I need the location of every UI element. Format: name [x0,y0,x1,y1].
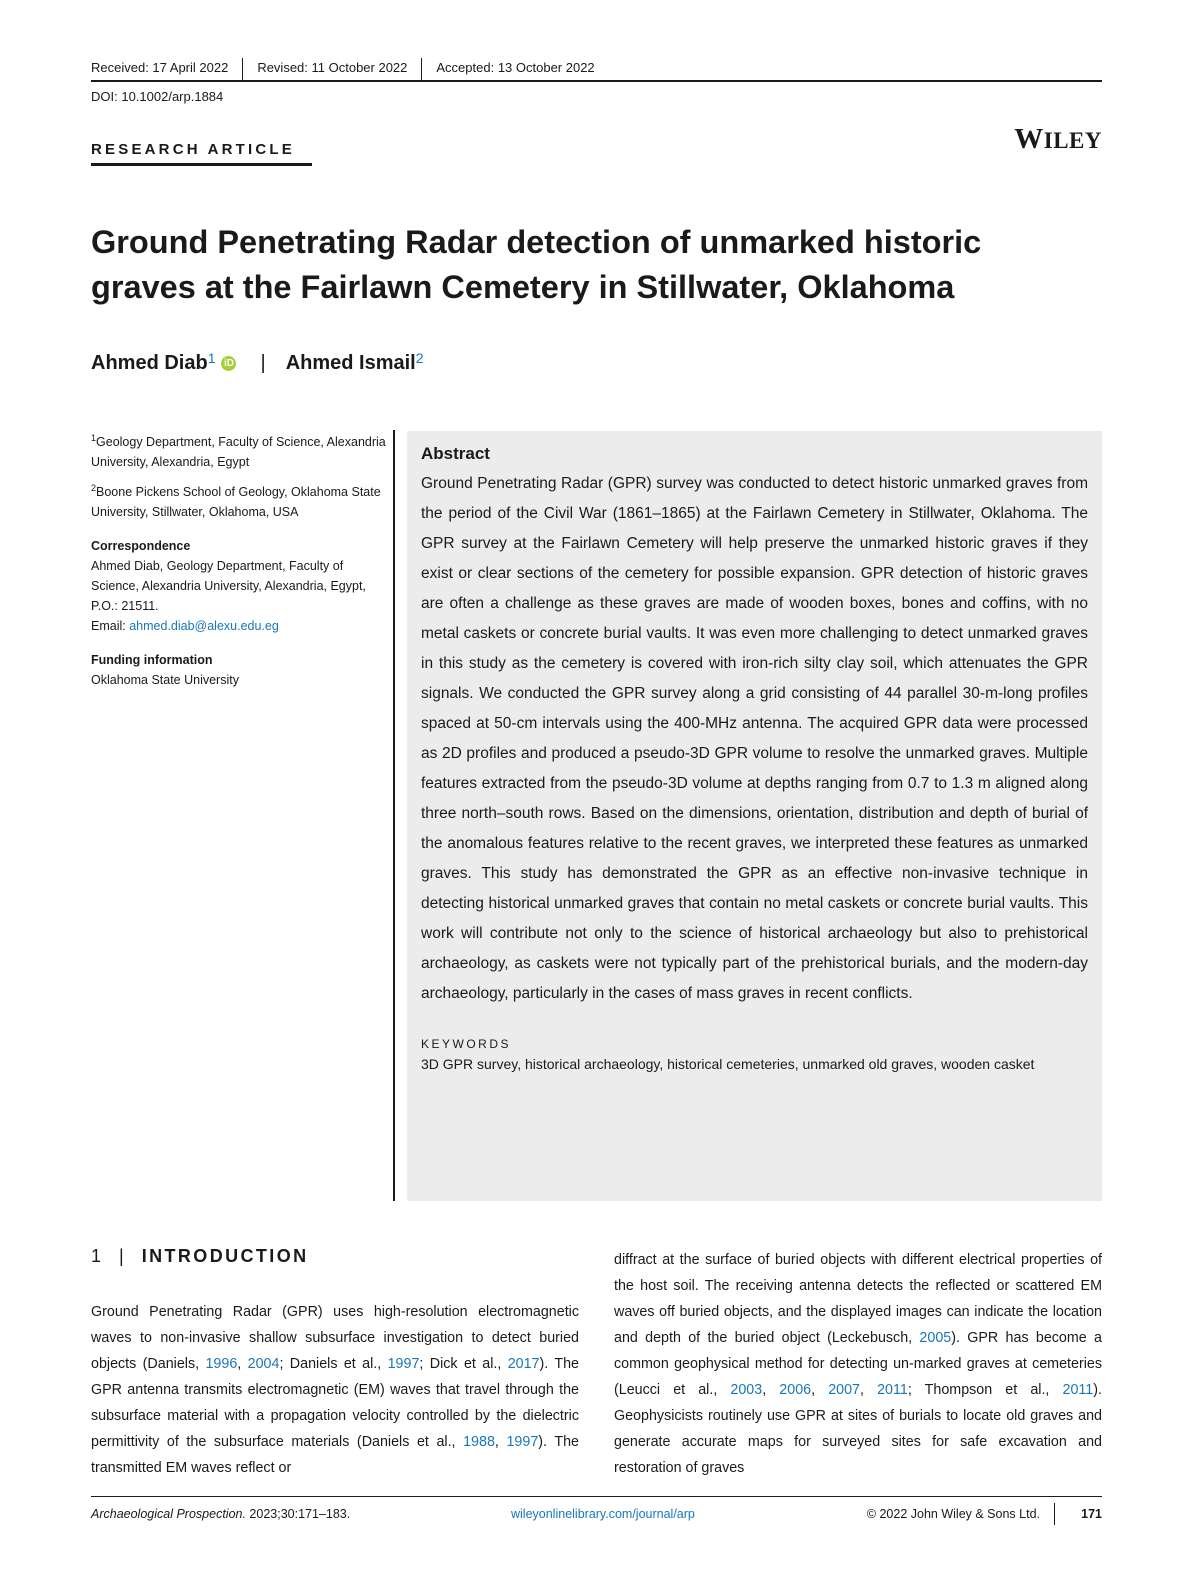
correspondence-text: Ahmed Diab, Geology Department, Faculty of Science, Alexandria University, Alexandria, Egypt, P.O.: 21511. [91,559,366,614]
author-list [91,352,424,375]
body-text-right: diffract at the surface of buried objects with different electrical properties of the host soil. The receiving antenna detects the reflected or scattered EM waves off buried objects, and the displayed images can indicate the location and depth of the buried object (Leckebusch, 2005). GPR has become a common geophysical method for detecting un-marked graves at cemeteries (Leucci et al., 2003, 2006, 2007, 2011; Thompson et al., 2011). Geophysicists routinely use GPR at sites of burials to locate old graves and generate accurate maps for surveyed sites for safe excavation and restoration of graves [614,1252,1102,1476]
header-rule [91,80,1102,82]
abstract-heading: Abstract [421,444,490,463]
journal-citation: Archaeological Prospection. 2023;30:171–183. [91,1507,351,1521]
article-type: RESEARCH ARTICLE [91,141,295,158]
citation-link[interactable]: 1996 [205,1356,238,1372]
correspondence-email: Email: ahmed.diab@alexu.edu.eg [91,619,279,634]
affiliation: $^2$Boone Pickens School of Geology, Oklahoma State University, Stillwater, Oklahoma, USA [91,483,381,520]
keywords-label: KEYWORDS [421,1037,512,1051]
citation-link[interactable]: 2004 [247,1356,280,1372]
email-link[interactable]: ahmed.diab@alexu.edu.eg [129,619,279,634]
citation-link[interactable]: 2005 [919,1330,952,1346]
funding-label: Funding information [91,653,213,668]
footer-rule [91,1496,1102,1497]
abstract-text: Ground Penetrating Radar (GPR) survey was conducted to detect historic unmarked graves from the period of the Civil War (1861–1865) at the Fairlawn Cemetery in Stillwater, Oklahoma. The GPR survey at the Fairlawn Cemetery will help preserve the unmarked historic graves if they exist or clear sections of the cemetery for possible expansion. GPR detection of historic graves are often a challenge as these graves are made of wooden boxes, bones and coffins, with no metal caskets or concrete burial vaults. It was even more challenging to detect unmarked graves in this study as the cemetery is covered with iron-rich silty clay soil, which attenuates the GPR signals. We conducted the GPR survey along a grid consisting of 44 parallel 30-m-long profiles spaced at 50-cm intervals using the 400-MHz antenna. The acquired GPR data were processed as 2D profiles and produced a pseudo-3D GPR volume to resolve the unmarked graves. Multiple features extracted from the pseudo-3D volume at depths ranging from 0.7 to 1.3 m aligned along three north–south rows. Based on the dimensions, orientation, distribution and depth of burial of the anomalous features relative to the recent graves, we interpreted these features as unmarked graves. This study has demonstrated the GPR as an effective non-invasive technique in detecting historical unmarked graves that contain no metal caskets or concrete burial vaults. This work will contribute not only to the science of historical archaeology but also to prehistorical archaeology, as caskets were not typically part of the prehistorical burials, and the modern-day archaeology, particularly in the cases of mass graves in recent conflicts. [421,475,1088,1002]
article-title: Ground Penetrating Radar detection of unmarked historic graves at the Fairlawn Cemetery in Stillwater, Oklahoma [91,224,982,305]
citation-link[interactable]: 2006 [779,1382,812,1398]
journal-url-link[interactable]: wileyonlinelibrary.com/journal/arp [511,1507,695,1521]
citation-link[interactable]: 2011 [1062,1382,1094,1398]
article-type-underline [91,163,312,166]
citation-link[interactable]: 2017 [507,1356,540,1372]
section-heading [91,1246,309,1267]
orcid-icon[interactable]: iD [221,356,236,371]
section-title: INTRODUCTION [141,1246,309,1266]
author-separator: | [260,352,266,374]
page-number: 171 [1081,1507,1102,1521]
wiley-logo: WILEY [1014,123,1102,155]
copyright: © 2022 John Wiley & Sons Ltd. [866,1507,1040,1521]
citation-link[interactable]: 2011 [877,1382,908,1398]
accepted-date: Accepted: 13 October 2022 [436,60,595,75]
author-name[interactable]: Ahmed Ismail [285,352,416,374]
date-separator [421,58,422,80]
date-separator [242,58,243,80]
revised-date: Revised: 11 October 2022 [257,60,408,75]
correspondence-label: Correspondence [91,539,191,554]
body-text-left: Ground Penetrating Radar (GPR) uses high-resolution electromagnetic waves to non-invasive shallow subsurface investigation to detect buried objects (Daniels, 1996, 2004; Daniels et al., 1997; Dick et al., 2017). The GPR antenna transmits electromagnetic (EM) waves that travel through the subsurface material with a propagation velocity controlled by the dielectric permittivity of the subsurface materials (Daniels et al., 1988, 1997). The transmitted EM waves reflect or [91,1304,580,1476]
article-dates [91,60,1102,82]
citation-link[interactable]: 1988 [463,1434,495,1450]
section-separator: | [119,1246,124,1266]
abstract-box [407,431,1102,1201]
section-number: 1 [91,1246,102,1266]
citation-link[interactable]: 1997 [506,1434,539,1450]
received-date: Received: 17 April 2022 [91,60,229,75]
affiliation: $^1$Geology Department, Faculty of Science, Alexandria University, Alexandria, Egypt [91,433,386,470]
author-affiliation-mark: 2 [415,350,424,366]
column-divider [393,430,395,1201]
citation-link[interactable]: 1997 [387,1356,420,1372]
author-name[interactable]: Ahmed Diab [91,352,208,374]
page-footer [91,1503,1102,1525]
funding-text: Oklahoma State University [91,673,239,688]
doi[interactable]: DOI: 10.1002/arp.1884 [91,89,224,104]
keywords-list: 3D GPR survey, historical archaeology, historical cemeteries, unmarked old graves, wooden casket [421,1056,1035,1072]
author-affiliation-mark: 1 [207,350,216,366]
citation-link[interactable]: 2007 [828,1382,860,1398]
citation-link[interactable]: 2003 [730,1382,763,1398]
article-info-column [91,428,391,690]
